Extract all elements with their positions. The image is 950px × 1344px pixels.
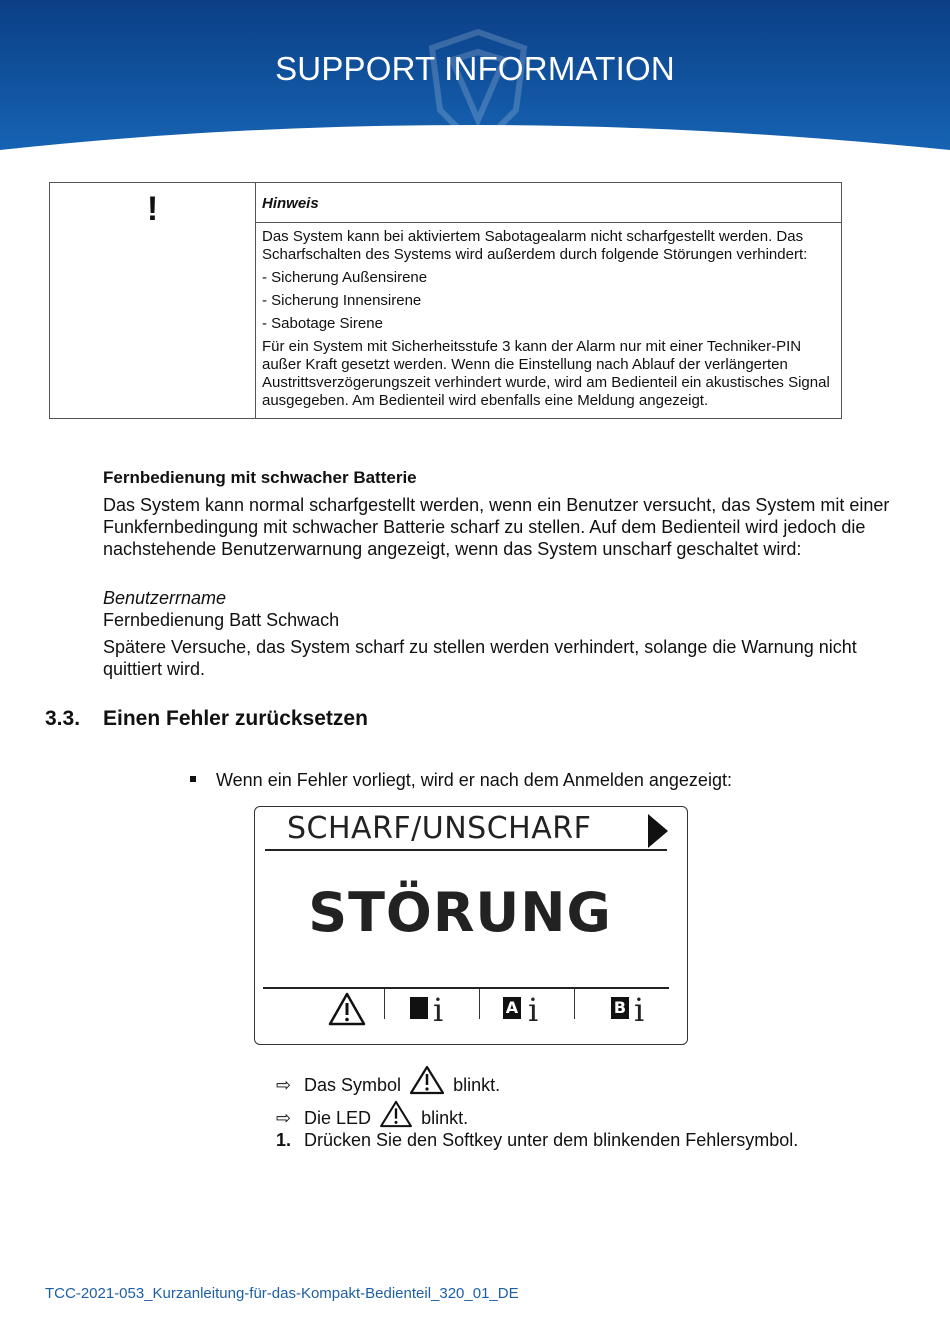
info-icon: i bbox=[528, 991, 539, 1029]
info-icon: i bbox=[433, 991, 444, 1029]
remote-section-heading: Fernbedienung mit schwacher Batterie bbox=[103, 468, 417, 487]
step-text-after: blinkt. bbox=[421, 1108, 469, 1128]
softkey-info-1[interactable] bbox=[388, 989, 483, 1027]
softkey-block-icon bbox=[410, 997, 428, 1019]
step-text-after: blinkt. bbox=[453, 1075, 501, 1095]
bullet-square-icon bbox=[190, 776, 196, 782]
note-list-item: - Sicherung Innensirene bbox=[262, 292, 422, 309]
display-line-message: Fernbedienung Batt Schwach bbox=[103, 610, 340, 630]
softkey-letter-a: A bbox=[503, 997, 521, 1019]
note-table bbox=[49, 182, 842, 419]
document-footer: TCC-2021-053_Kurzanleitung-für-das-Kompakt-Bedienteil_320_01_DE bbox=[45, 1285, 519, 1302]
note-body bbox=[256, 223, 842, 419]
warning-triangle-icon bbox=[379, 1100, 413, 1128]
softkey-separator bbox=[384, 989, 385, 1019]
bullet-text: Wenn ein Fehler vorliegt, wird er nach dem Anmelden angezeigt: bbox=[216, 770, 732, 790]
bullet-item bbox=[190, 770, 732, 791]
step-number: 1. bbox=[276, 1130, 292, 1150]
note-paragraph: Das System kann bei aktiviertem Sabotagealarm nicht scharfgestellt werden. Das Scharfschalten des Systems wird außerdem durch folgende Störungen verhindert: bbox=[262, 228, 808, 263]
softkey-separator bbox=[574, 989, 575, 1019]
numbered-step bbox=[276, 1130, 798, 1151]
note-icon-cell bbox=[50, 183, 256, 419]
remote-section-paragraph: Das System kann normal scharfgestellt werden, wenn ein Benutzer versucht, das System mit einer Funkfernbedingung mit schwacher Batterie scharf zu stellen. Auf dem Bedienteil wird jedoch die nachstehende Benutzerwarnung angezeigt, wenn das System unscharf geschaltet wird: bbox=[103, 495, 890, 559]
softkey-info-b[interactable] bbox=[578, 989, 673, 1027]
remote-section-paragraph-2: Spätere Versuche, das System scharf zu stellen werden verhindert, solange die Warnung nicht quittiert wird. bbox=[103, 637, 857, 679]
result-step bbox=[276, 1065, 500, 1096]
arrow-marker-icon: ⇨ bbox=[276, 1075, 292, 1095]
lcd-status-text: STÖRUNG bbox=[308, 881, 612, 944]
lcd-divider bbox=[265, 849, 667, 851]
result-step bbox=[276, 1100, 468, 1129]
section-number: 3.3. bbox=[45, 707, 81, 730]
step-text-before: Das Symbol bbox=[304, 1075, 402, 1095]
note-list-item: - Sicherung Außensirene bbox=[262, 269, 428, 286]
header-banner bbox=[0, 0, 950, 165]
softkey-separator bbox=[479, 989, 480, 1019]
step-text-before: Die LED bbox=[304, 1108, 372, 1128]
info-icon: i bbox=[634, 991, 645, 1029]
arrow-marker-icon: ⇨ bbox=[276, 1108, 292, 1128]
note-paragraph: Für ein System mit Sicherheitsstufe 3 kann der Alarm nur mit einer Techniker-PIN außer Kraft gesetzt werden. Wenn die Einstellung nach Ablauf der verlängerten Austrittsverzögerungszeit verhindert wurde, wird am Bedienteil ein akustisches Signal ausgegeben. Am Bedienteil wird ebenfalls eine Meldung angezeigt. bbox=[262, 338, 830, 409]
warning-triangle-icon bbox=[327, 991, 367, 1027]
display-line-username: Benutzerrname bbox=[103, 588, 227, 608]
note-heading: Hinweis bbox=[256, 183, 842, 223]
play-arrow-icon bbox=[647, 813, 669, 849]
page-title: SUPPORT INFORMATION bbox=[275, 50, 675, 87]
note-list-item: - Sabotage Sirene bbox=[262, 315, 383, 332]
softkey-warning[interactable] bbox=[293, 989, 388, 1027]
keypad-lcd-display bbox=[254, 806, 688, 1045]
step-text: Drücken Sie den Softkey unter dem blinkenden Fehlersymbol. bbox=[304, 1130, 799, 1150]
softkey-letter-b: B bbox=[611, 997, 629, 1019]
section-title: Einen Fehler zurücksetzen bbox=[103, 707, 368, 730]
lcd-menu-label: SCHARF/UNSCHARF bbox=[287, 811, 592, 846]
exclamation-icon: ! bbox=[146, 190, 159, 228]
softkey-info-a[interactable] bbox=[483, 989, 578, 1027]
section-heading bbox=[45, 707, 368, 731]
warning-triangle-icon bbox=[409, 1065, 445, 1095]
